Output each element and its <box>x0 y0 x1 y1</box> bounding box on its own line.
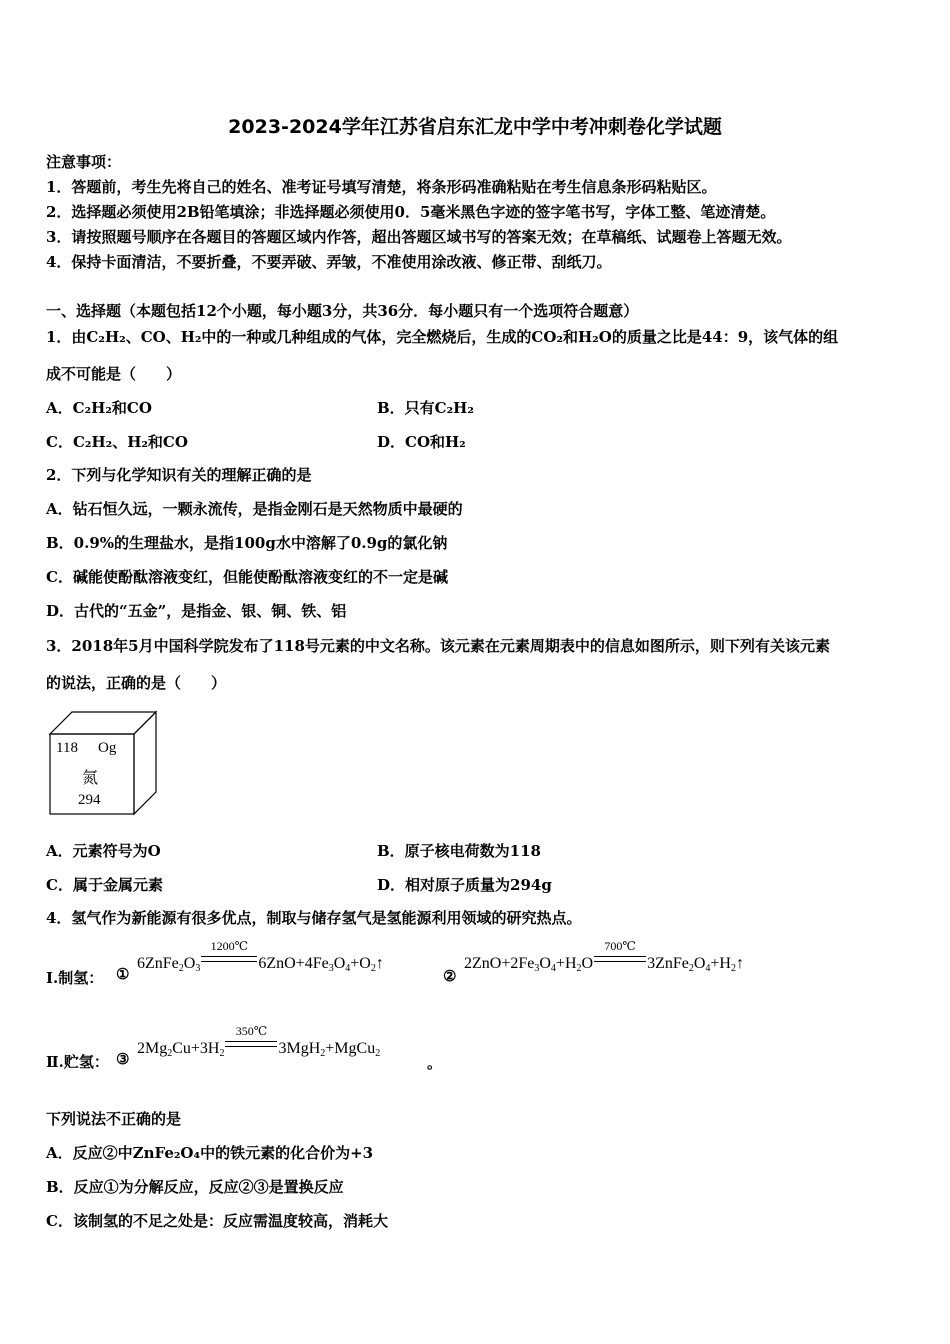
q3-option-c: C．属于金属元素 <box>46 876 163 894</box>
reaction-2-marker: ② <box>443 967 457 985</box>
reaction-1-arrow <box>201 939 257 973</box>
element-atomic-mass: 294 <box>78 792 101 808</box>
q4-option-c: C．该制氢的不足之处是：反应需温度较高，消耗大 <box>46 1212 388 1230</box>
element-chinese-name: 氮 <box>82 768 99 787</box>
q2-stem: 2．下列与化学知识有关的理解正确的是 <box>46 466 312 484</box>
q1-option-d: D．CO和H₂ <box>377 433 466 451</box>
q3-stem-line1: 3．2018年5月中国科学院发布了118号元素的中文名称。该元素在元素周期表中的信息如图所示，则下列有关该元素 <box>46 637 830 655</box>
q3-stem-line2: 的说法，正确的是（ ） <box>46 674 227 692</box>
q4-question: 下列说法不正确的是 <box>46 1110 182 1128</box>
notice-item-1: 1．答题前，考生先将自己的姓名、准考证号填写清楚，将条形码准确粘贴在考生信息条形码粘贴区。 <box>46 178 717 196</box>
reaction-1-condition: 1200℃ <box>210 939 249 953</box>
element-symbol: Og <box>98 740 117 756</box>
q2-option-a: A．钻石恒久远，一颗永流传，是指金刚石是天然物质中最硬的 <box>46 500 463 518</box>
notice-item-4: 4．保持卡面清洁，不要折叠，不要弄破、弄皱，不准使用涂改液、修正带、刮纸刀。 <box>46 253 612 271</box>
page-title: 2023-2024学年江苏省启东汇龙中学中考冲刺卷化学试题 <box>228 116 722 138</box>
reaction-3-equation: $2Mg_2Cu+3H_2$ 350℃ 3MgH$_2$+MgCu$_2$ <box>137 1024 381 1059</box>
section-heading: 一、选择题（本题包括12个小题，每小题3分，共36分．每小题只有一个选项符合题意） <box>46 302 639 320</box>
q4-option-b: B．反应①为分解反应，反应②③是置换反应 <box>46 1178 344 1196</box>
q4-label-storage: Ⅱ.贮氢： <box>46 1053 109 1071</box>
q1-stem-line1: 1．由C₂H₂、CO、H₂中的一种或几种组成的气体，完全燃烧后，生成的CO₂和H₂O的质量之比是44：9，该气体的组 <box>46 328 839 346</box>
reaction-3-arrow <box>225 1024 277 1058</box>
reaction-2-condition: 700℃ <box>604 939 636 953</box>
q4-stem: 4．氢气作为新能源有很多优点，制取与储存氢气是氢能源利用领域的研究热点。 <box>46 909 582 927</box>
reaction-1-marker: ① <box>116 965 130 983</box>
reaction-3-marker: ③ <box>116 1050 130 1068</box>
reaction-2-equation: $2ZnO+2Fe_3O_4+H_2O$ 700℃ $3ZnFe_2O_4+H_2↑$ <box>464 939 744 974</box>
q2-option-c: C．碱能使酚酞溶液变红，但能使酚酞溶液变红的不一定是碱 <box>46 568 448 586</box>
notice-item-2: 2．选择题必须使用2B铅笔填涂；非选择题必须使用0．5毫米黑色字迹的签字笔书写，字体工整、笔迹清楚。 <box>46 203 776 221</box>
reaction-2-arrow <box>594 939 646 973</box>
reaction-3-end-mark: 。 <box>427 1054 443 1072</box>
notice-item-3: 3．请按照题号顺序在各题目的答题区域内作答，超出答题区域书写的答案无效；在草稿纸、试题卷上答题无效。 <box>46 228 792 246</box>
q2-option-b: B．0.9%的生理盐水，是指100g水中溶解了0.9g的氯化钠 <box>46 534 448 552</box>
reaction-3-condition: 350℃ <box>235 1024 268 1038</box>
q3-option-d: D．相对原子质量为294g <box>377 876 552 894</box>
q1-option-b: B．只有C₂H₂ <box>377 399 474 417</box>
element-atomic-number: 118 <box>56 740 78 756</box>
q2-option-d: D．古代的“五金”，是指金、银、铜、铁、铝 <box>46 602 347 620</box>
q1-option-c: C．C₂H₂、H₂和CO <box>46 433 188 451</box>
q1-stem-line2: 成不可能是（ ） <box>46 365 182 383</box>
element-cell-outline <box>46 708 158 816</box>
element-cell-figure <box>46 708 158 816</box>
notice-heading: 注意事项： <box>46 153 122 171</box>
q1-option-a: A．C₂H₂和CO <box>46 399 152 417</box>
reaction-1-equation: $6ZnFe_2O_3$ 1200℃ $6ZnO+4Fe_3O_4+O_2↑$ <box>137 939 384 974</box>
q3-option-a: A．元素符号为O <box>46 842 161 860</box>
q4-label-production: Ⅰ.制氢： <box>46 969 104 987</box>
q3-option-b: B．原子核电荷数为118 <box>377 842 541 860</box>
q4-option-a: A．反应②中ZnFe₂O₄中的铁元素的化合价为+3 <box>46 1144 374 1162</box>
